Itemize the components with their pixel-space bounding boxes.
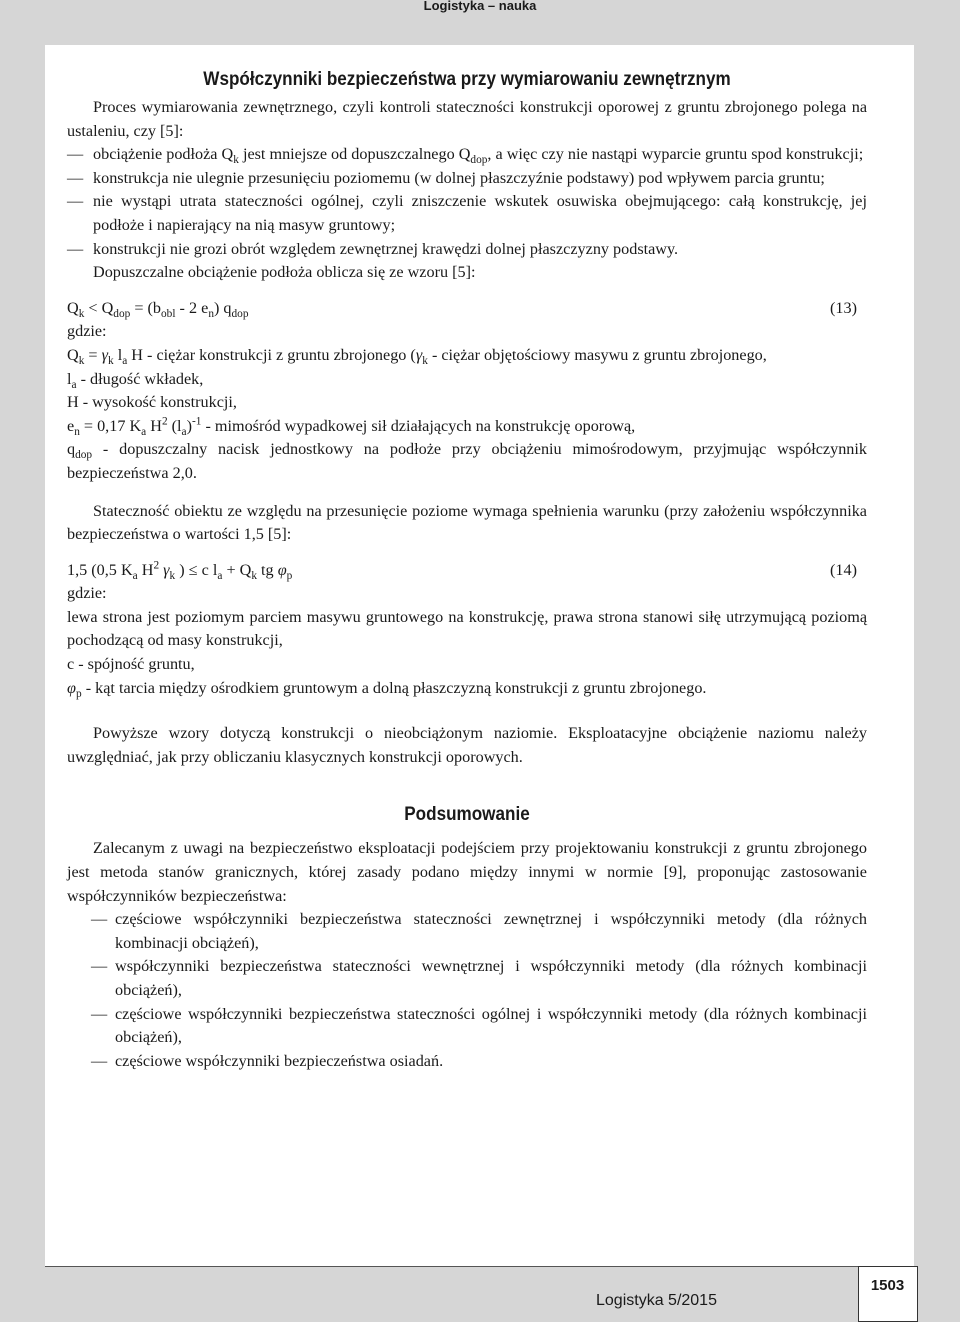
section-header: Logistyka – nauka <box>423 0 537 13</box>
sliding-paragraph: Stateczność obiektu ze względu na przesunięcie poziome wymaga spełnienia warunku (przy założeniu współczynnika bezpieczeństwa o wartości 1,5 [5]: <box>67 501 867 544</box>
definition: $Q_k = \gamma_k$ $l_a$ H - ciężar konstrukcji z gruntu zbrojonego ($\gamma_k$ - ciężar objętościowy masywu z gruntu zbrojonego, <box>67 345 767 368</box>
summary-item: — częściowe współczynniki bezpieczeństwa osiadań. <box>67 1050 867 1074</box>
where-label: gdzie: <box>67 584 107 603</box>
definition: $e_n = 0,17$ $K_a$ $H^2$ $(l_a)^{-1}$ - mimośród wypadkowej sił działających na konstrukcję oporową, <box>67 415 636 438</box>
note-paragraph: Powyższe wzory dotyczą konstrukcji o nieobciążonym naziomie. Eksploatacyjne obciążenie naziomu należy uwzględniać, jak przy obliczaniu klasycznych konstrukcji oporowych. <box>67 724 867 766</box>
definition: $q_{dop}$ - dopuszczalny nacisk jednostkowy na podłoże przy obciążeniu mimośrodowym, przyjmując współczynnik bezpieczeństwa 2,0. <box>67 440 867 482</box>
definition: lewa strona jest poziomym parciem masywu gruntowego na konstrukcję, prawa strona stanowi siłę utrzymującą poziomą pochodzącą od masy konstrukcji, <box>67 607 867 650</box>
header-bar <box>0 0 960 14</box>
article-body <box>67 60 867 1073</box>
where-label: gdzie: <box>67 322 107 341</box>
equation-number: (14) <box>830 560 857 579</box>
condition-item: — konstrukcji nie grozi obrót względem zewnętrznej krawędzi dolnej płaszczyzny podstawy. <box>67 238 867 262</box>
equation-number: (13) <box>830 298 857 317</box>
formula-intro: Dopuszczalne obciążenie podłoża oblicza się ze wzoru [5]: <box>93 263 476 282</box>
definition: H - wysokość konstrukcji, <box>67 393 237 412</box>
page-number: 1503 <box>870 1277 905 1294</box>
page-number-box <box>858 1266 918 1322</box>
intro-paragraph: Proces wymiarowania zewnętrznego, czyli kontroli stateczności konstrukcji oporowej z gruntu zbrojonego polega na ustaleniu, czy [5]: <box>67 98 867 140</box>
definition: c - spójność gruntu, <box>67 655 195 674</box>
condition-item: — nie wystąpi utrata stateczności ogólnej, czyli zniszczenie wskutek osuwiska obejmującego: całą konstrukcję, jej podłoże i napierający na nią masyw gruntowy; <box>67 190 867 237</box>
journal-name: Logistyka 5/2015 <box>596 1292 717 1309</box>
condition-item: — obciążenie podłoża $Q_k$ jest mniejsze od dopuszczalnego $Q_{dop}$, a więc czy nie nastąpi wyparcie gruntu spod konstrukcji; <box>67 143 867 167</box>
definition: $l_a$ - długość wkładek, <box>67 369 204 391</box>
summary-paragraph: Zalecanym z uwagi na bezpieczeństwo eksploatacji podejściem przy projektowaniu konstrukcji z gruntu zbrojonego jest metoda stanów granicznych, której zasady podano między innymi w normie [9], proponując zastosowanie współczynników bezpieczeństwa: <box>67 839 867 905</box>
conditions-list <box>67 143 867 261</box>
summary-item: — częściowe współczynniki bezpieczeństwa stateczności zewnętrznej i współczynniki metody (dla różnych kombinacji obciążeń), <box>67 908 867 955</box>
equation-13: $Q_k < Q_{dop} = (b_{obl} - 2$ $e_n$) $q_{dop}$ (13) <box>67 298 857 320</box>
summary-heading: Podsumowanie <box>404 804 530 826</box>
summary-item: — współczynniki bezpieczeństwa stateczności wewnętrznej i współczynniki metody (dla różnych kombinacji obciążeń), <box>67 955 867 1002</box>
summary-item: — częściowe współczynniki bezpieczeństwa stateczności ogólnej i współczynniki metody (dla różnych kombinacji obciążeń), <box>67 1003 867 1050</box>
condition-item: — konstrukcja nie ulegnie przesunięciu poziomemu (w dolnej płaszczyźnie podstawy) pod wpływem parcia gruntu; <box>67 167 867 191</box>
article-title: Współczynniki bezpieczeństwa przy wymiarowaniu zewnętrznym <box>203 69 731 90</box>
equation-14: 1,5 (0,5 $K_a$ $H^2$ $\gamma_k$ ) ≤ c $l_a + Q_k$ tg $\varphi_p$ (14) <box>67 559 857 582</box>
definition: $\varphi_p$ - kąt tarcia między ośrodkiem gruntowym a dolną płaszczyzną konstrukcji z gruntu zbrojonego. <box>67 678 707 700</box>
footer-rule <box>45 1266 858 1267</box>
summary-list <box>67 908 867 1073</box>
